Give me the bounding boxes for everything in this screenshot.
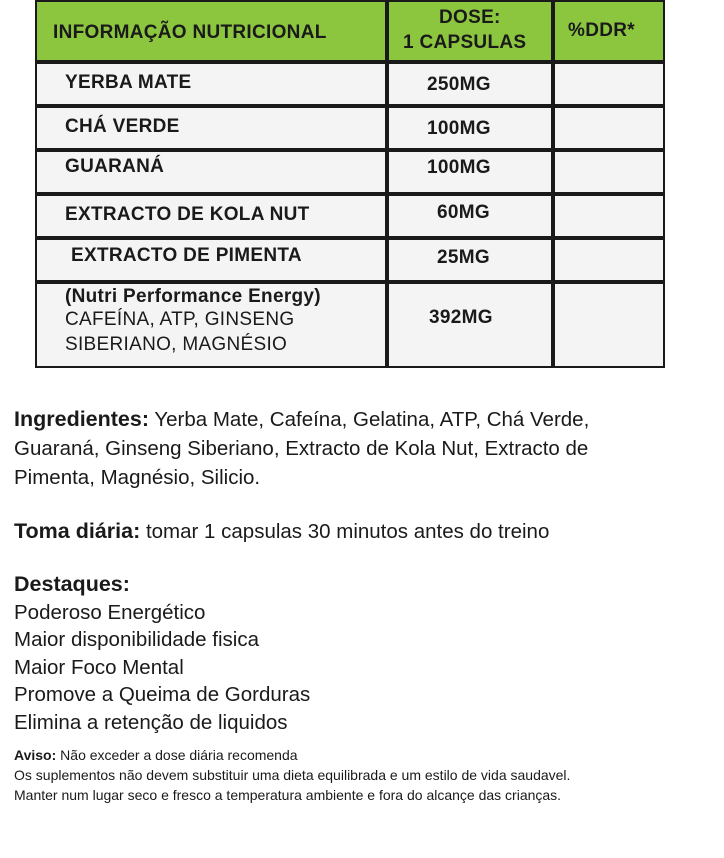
ingredients-text-1: Yerba Mate, Cafeína, Gelatina, ATP, Chá Verde, <box>149 408 590 431</box>
blend-ingredients-line2: SIBERIANO, MAGNÉSIO <box>65 334 288 355</box>
nutrition-table <box>35 0 665 368</box>
row-4-dose: 60MG <box>437 202 490 223</box>
blend-title: (Nutri Performance Energy) <box>65 286 321 307</box>
row-3-ddr-cell <box>553 150 665 194</box>
ingredients-line-1 <box>14 405 589 434</box>
highlights-label: Destaques: <box>14 572 130 596</box>
warning-line-2: Os suplementos não devem substituir uma dieta equilibrada e um estilo de vida saudavel. <box>14 767 571 783</box>
ingredients-line-3: Pimenta, Magnésio, Silicio. <box>14 466 261 489</box>
row-5-ddr-cell <box>553 238 665 282</box>
blend-ddr-cell <box>553 282 665 368</box>
highlights <box>14 571 310 736</box>
highlight-item: Poderoso Energético <box>14 600 206 624</box>
highlight-item: Maior disponibilidade fisica <box>14 628 259 651</box>
row-2-name: CHÁ VERDE <box>65 116 180 137</box>
row-1-dose: 250MG <box>427 74 491 95</box>
warning-line-3: Manter num lugar seco e fresco a temperatura ambiente e fora do alcançe das crianças. <box>14 787 562 803</box>
row-5-dose: 25MG <box>437 247 490 268</box>
daily-dose-label: Toma diária: <box>14 519 141 543</box>
row-1-ddr-cell <box>553 62 665 106</box>
row-3-name: GUARANÁ <box>65 156 165 177</box>
highlight-item: Maior Foco Mental <box>14 655 184 679</box>
header-dose-sublabel: 1 CAPSULAS <box>403 32 527 53</box>
warning-label: Aviso: <box>14 747 57 763</box>
row-4-ddr-cell <box>553 194 665 238</box>
blend-ingredients-line1: CAFEÍNA, ATP, GINSENG <box>65 309 295 330</box>
warning <box>14 745 570 805</box>
warning-text: Não exceder a dose diária recomenda <box>56 747 298 763</box>
blend-dose: 392MG <box>429 307 493 328</box>
row-1-name: YERBA MATE <box>65 72 192 93</box>
header-nutrient-label: INFORMAÇÃO NUTRICIONAL <box>53 22 327 43</box>
daily-dose <box>14 517 549 546</box>
row-4-name: EXTRACTO DE KOLA NUT <box>65 204 310 225</box>
header-ddr-label: %DDR* <box>568 20 635 41</box>
row-3-dose: 100MG <box>427 157 491 178</box>
row-2-ddr-cell <box>553 106 665 150</box>
highlight-item: Promove a Queima de Gorduras <box>14 683 311 706</box>
ingredients-line-2: Guaraná, Ginseng Siberiano, Extracto de Kola Nut, Extracto de <box>14 437 589 460</box>
ingredients-label: Ingredientes: <box>14 407 149 431</box>
row-2-dose: 100MG <box>427 118 491 139</box>
ingredients-paragraph <box>14 405 589 492</box>
row-5-name: EXTRACTO DE PIMENTA <box>71 245 302 266</box>
highlight-item: Elimina a retenção de liquidos <box>14 710 288 734</box>
header-dose-label: DOSE: <box>439 7 501 28</box>
daily-dose-text: tomar 1 capsulas 30 minutos antes do treino <box>140 520 550 543</box>
